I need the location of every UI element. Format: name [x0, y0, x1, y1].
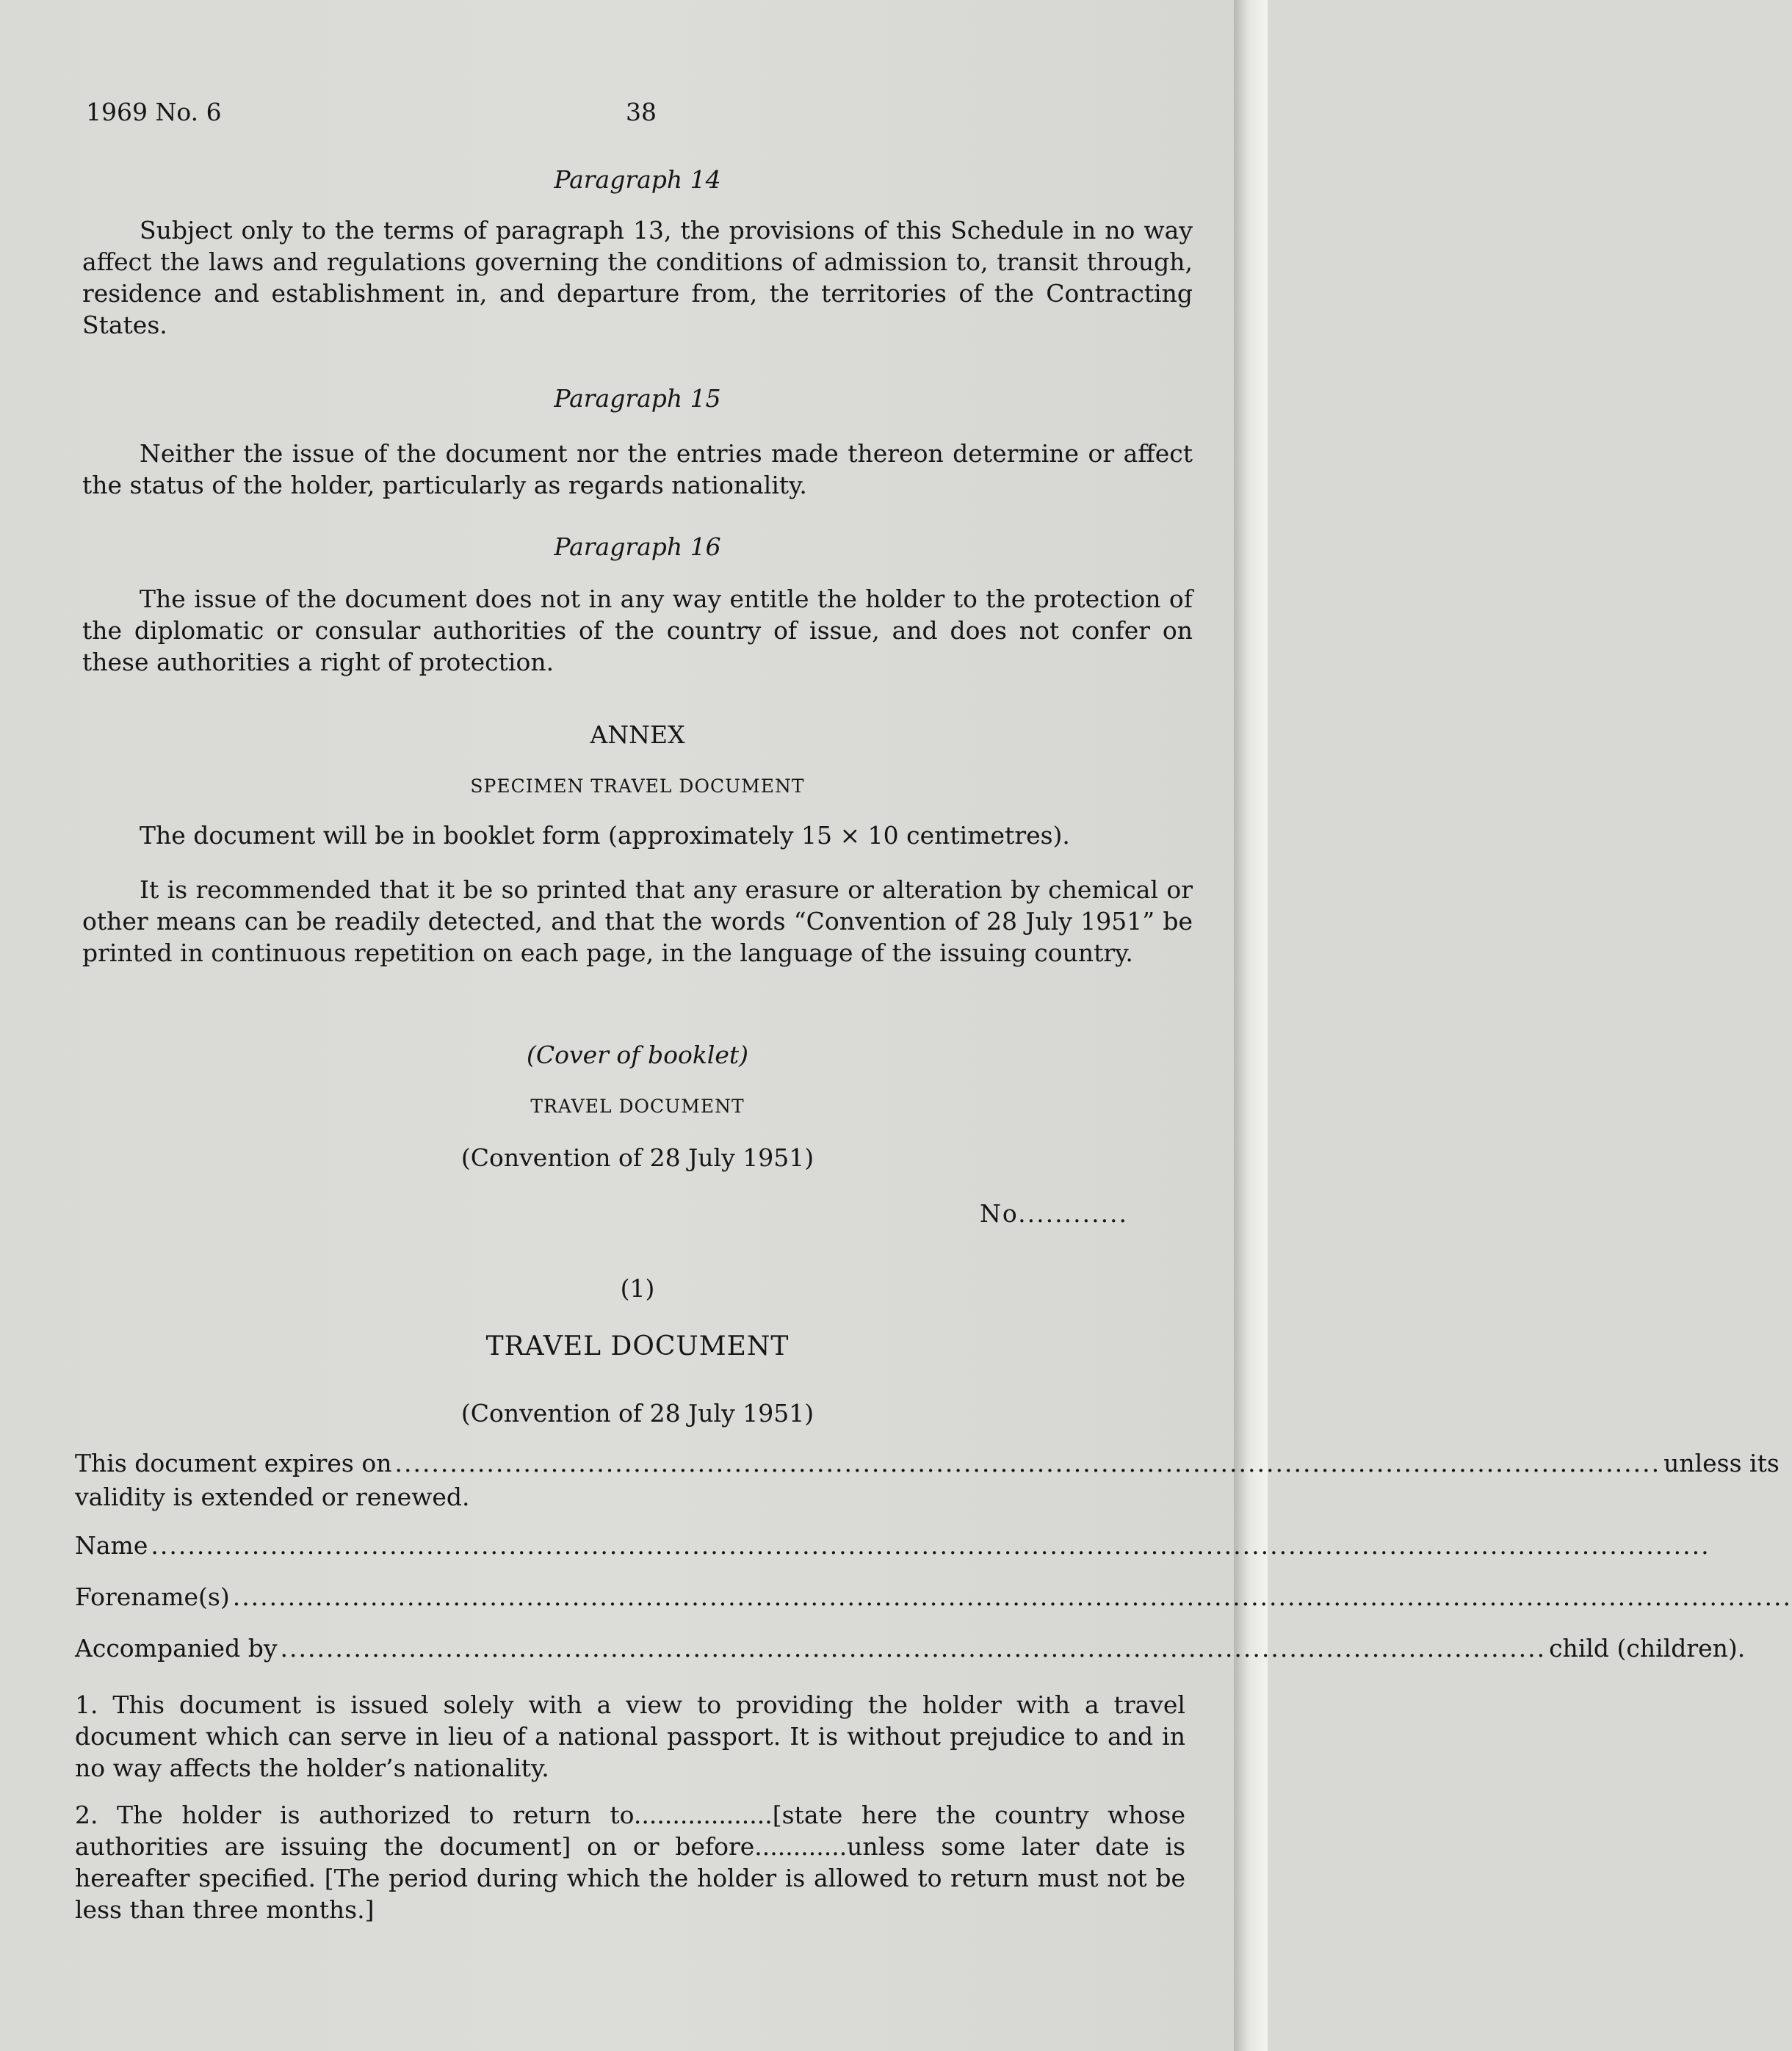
cover-title: TRAVEL DOCUMENT	[530, 1096, 745, 1117]
name-label: Name	[75, 1531, 148, 1560]
annex-paragraph-1: The document will be in booklet form (approximately 15 × 10 centimetres).	[140, 821, 1070, 850]
header-series: 1969 No. 6	[86, 98, 222, 126]
page1-title: TRAVEL DOCUMENT	[485, 1331, 790, 1361]
para15-heading: Paragraph 15	[554, 384, 721, 413]
annex-paragraph-2: It is recommended that it be so printed that any erasure or alteration by chemical or other means can be readily detected, and that the words “Convention of 28 July 1951” be printed in continuous repetition on each page, in the language of the issuing country.	[82, 875, 1193, 967]
accompanied-field	[75, 1634, 1746, 1663]
expiry-field	[75, 1449, 1780, 1477]
expiry-line-2: validity is extended or renewed.	[75, 1483, 470, 1511]
expiry-suffix: unless its	[1663, 1449, 1780, 1477]
para14-text: Subject only to the terms of paragraph 13, the provisions of this Schedule in no way affect the laws and regulations governing the conditions of admission to, transit through, residence and establishment in, and departure from, the territories of the Contracting States.	[82, 216, 1193, 339]
para16-text: The issue of the document does not in any way entitle the holder to the protection of the diplomatic or consular authorities of the country of issue, and does not confer on these authorities a right of protection.	[82, 585, 1193, 676]
para16-heading: Paragraph 16	[554, 532, 721, 561]
accompanied-dots: ..........................................................................................................................................	[280, 1634, 1547, 1663]
name-dots: ..........................................................................................................................................................................	[151, 1531, 1710, 1560]
forenames-field	[75, 1582, 1792, 1611]
accompanied-label: Accompanied by	[75, 1634, 278, 1663]
forenames-label: Forename(s)	[75, 1582, 230, 1611]
item-1: 1. This document is issued solely with a view to providing the holder with a travel document which can serve in lieu of a national passport. It is without prejudice to and in no way affects the holder’s nationality.	[75, 1690, 1185, 1782]
expiry-label: This document expires on	[75, 1449, 392, 1477]
page-number: 38	[626, 98, 657, 126]
page1-convention: (Convention of 28 July 1951)	[460, 1399, 814, 1428]
cover-convention: (Convention of 28 July 1951)	[460, 1143, 814, 1172]
forenames-dots: ..........................................................................................................................................................................	[232, 1582, 1792, 1611]
name-field	[75, 1531, 1710, 1560]
annex-subtitle: SPECIMEN TRAVEL DOCUMENT	[470, 775, 805, 797]
item-2: 2. The holder is authorized to return to..................[state here the country whose authorities are issuing the document] on or before............unless some later date is hereafter specified. [The period during which the holder is allowed to return must not be less than three months.]	[75, 1801, 1185, 1924]
page1-number: (1)	[620, 1274, 655, 1303]
cover-caption: (Cover of booklet)	[526, 1041, 749, 1069]
annex-title: ANNEX	[590, 720, 685, 749]
expiry-dots: ..........................................................................................................................................	[394, 1449, 1661, 1477]
cover-number-field: No............	[980, 1199, 1129, 1228]
accompanied-suffix: child (children).	[1549, 1634, 1746, 1663]
para15-text: Neither the issue of the document nor the entries made thereon determine or affect the status of the holder, particularly as regards nationality.	[82, 439, 1193, 499]
page-edge	[1234, 0, 1268, 2051]
para14-heading: Paragraph 14	[554, 165, 721, 194]
